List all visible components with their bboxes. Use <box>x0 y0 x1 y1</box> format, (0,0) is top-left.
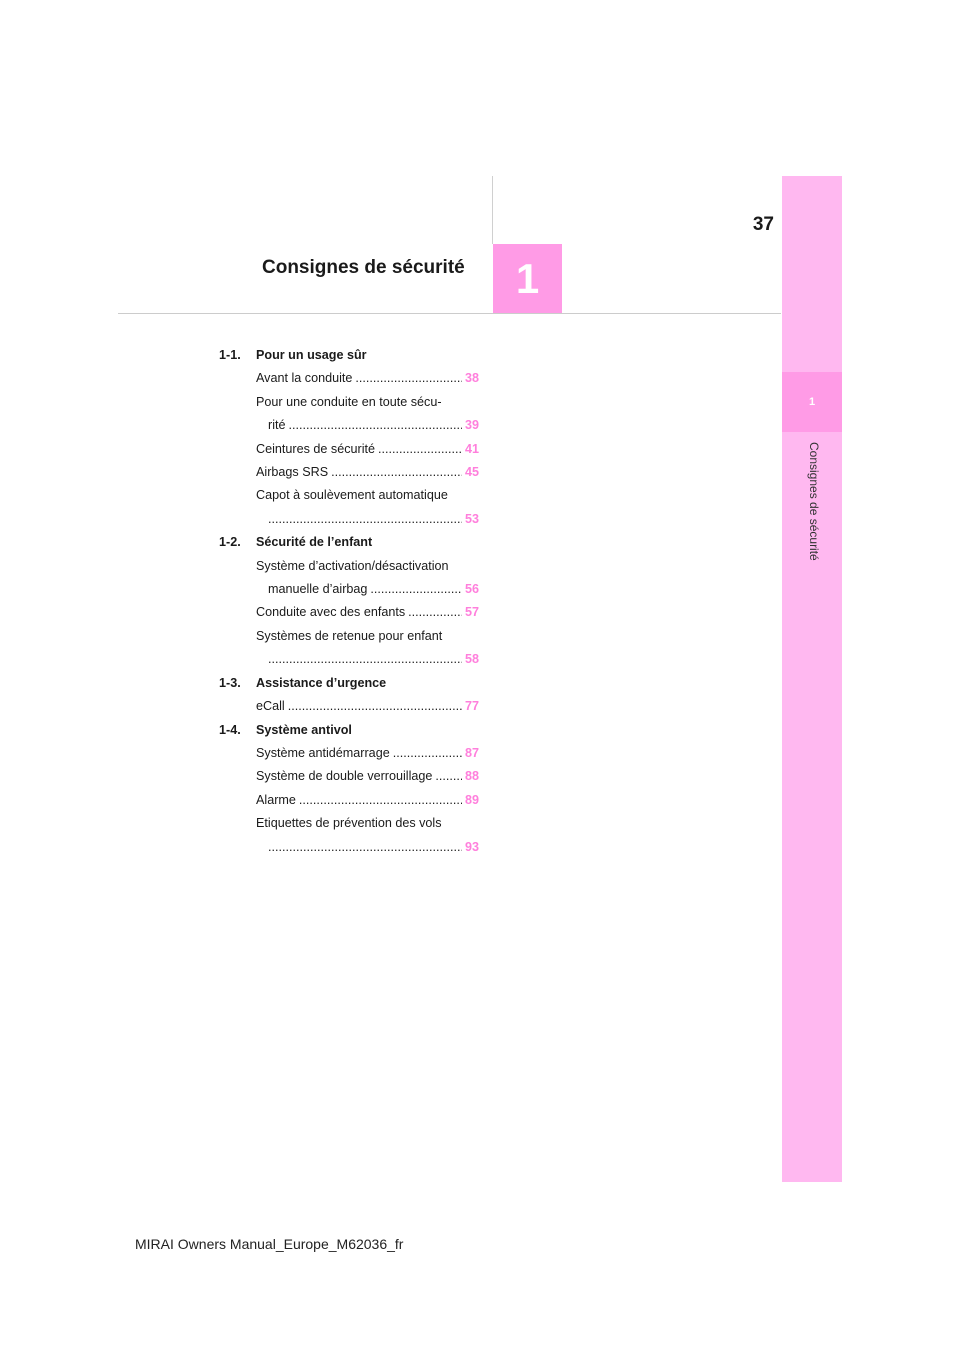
toc-entry[interactable] <box>256 742 479 765</box>
toc-entry-label: Alarme <box>256 792 296 807</box>
toc-section-number: 1-3. <box>219 675 241 690</box>
toc-entry-label: Avant la conduite <box>256 371 353 386</box>
table-of-contents <box>219 344 479 859</box>
toc-leader-dots <box>393 742 462 765</box>
toc-entry[interactable] <box>256 391 479 438</box>
toc-entry-line <box>256 508 479 531</box>
toc-page-link[interactable]: 56 <box>464 582 479 597</box>
toc-entry[interactable] <box>256 812 479 859</box>
header-rule <box>118 313 781 314</box>
toc-entry-line <box>256 648 479 671</box>
toc-entry[interactable] <box>256 461 479 484</box>
toc-leader-dots <box>355 367 462 390</box>
toc-section-heading <box>219 719 479 742</box>
header-divider <box>492 176 493 244</box>
toc-entry-label: Système antidémarrage <box>256 745 390 760</box>
toc-entry-label: rité <box>268 418 286 433</box>
toc-leader-dots <box>299 789 462 812</box>
toc-entry-line <box>256 367 479 390</box>
toc-section-number: 1-4. <box>219 722 241 737</box>
toc-page-link[interactable]: 77 <box>464 699 479 714</box>
toc-section-title: Sécurité de l’enfant <box>256 535 373 550</box>
side-tab-label: Consignes de sécurité <box>807 442 821 561</box>
toc-section-heading <box>219 344 479 367</box>
side-tab <box>782 176 842 1182</box>
toc-entry-line <box>256 461 479 484</box>
toc-entry-line <box>256 812 479 835</box>
toc-section-number: 1-2. <box>219 535 241 550</box>
toc-page-link[interactable]: 88 <box>464 769 479 784</box>
toc-leader-dots <box>268 836 462 859</box>
toc-entry[interactable] <box>256 484 479 531</box>
chapter-number-box: 1 <box>493 244 562 313</box>
toc-entry-label: Système de double verrouillage <box>256 769 433 784</box>
toc-entry-line <box>256 438 479 461</box>
toc-entry-label: manuelle d’airbag <box>268 582 368 597</box>
toc-page-link[interactable]: 58 <box>464 652 479 667</box>
toc-page-link[interactable]: 45 <box>464 465 479 480</box>
toc-entry-label: Airbags SRS <box>256 465 329 480</box>
toc-page-link[interactable]: 89 <box>464 792 479 807</box>
toc-leader-dots <box>268 648 462 671</box>
toc-entry-label: Ceintures de sécurité <box>256 441 376 456</box>
toc-section-heading <box>219 672 479 695</box>
toc-entry[interactable] <box>256 695 479 718</box>
toc-leader-dots <box>331 461 462 484</box>
toc-leader-dots <box>408 601 462 624</box>
toc-entry-label: Pour une conduite en toute sécu- <box>256 394 442 409</box>
side-tab-number[interactable]: 1 <box>782 372 842 432</box>
toc-leader-dots <box>268 508 462 531</box>
toc-entry-line <box>256 742 479 765</box>
toc-entry-line <box>256 625 479 648</box>
toc-page-link[interactable]: 87 <box>464 745 479 760</box>
toc-page-link[interactable]: 53 <box>464 511 479 526</box>
toc-section-heading <box>219 531 479 554</box>
toc-entry[interactable] <box>256 601 479 624</box>
toc-entry[interactable] <box>256 625 479 672</box>
toc-entry-line <box>256 391 479 414</box>
toc-page-link[interactable]: 39 <box>464 418 479 433</box>
toc-entry[interactable] <box>256 555 479 602</box>
toc-entry-line <box>256 578 479 601</box>
toc-page-link[interactable]: 38 <box>464 371 479 386</box>
chapter-title: Consignes de sécurité <box>262 257 465 278</box>
toc-entry[interactable] <box>256 789 479 812</box>
toc-entry-label: Système d’activation/désactivation <box>256 558 449 573</box>
toc-entry-line <box>256 695 479 718</box>
toc-entry-line <box>256 601 479 624</box>
toc-entry-line <box>256 789 479 812</box>
footer-text: MIRAI Owners Manual_Europe_M62036_fr <box>135 1236 404 1252</box>
toc-entry-line <box>256 555 479 578</box>
toc-section-number: 1-1. <box>219 348 241 362</box>
toc-entry-label: Systèmes de retenue pour enfant <box>256 628 443 643</box>
toc-section-title: Assistance d’urgence <box>256 675 387 690</box>
toc-section-title: Système antivol <box>256 722 352 737</box>
toc-entry-line <box>256 414 479 437</box>
toc-entry[interactable] <box>256 438 479 461</box>
toc-entry-label: Conduite avec des enfants <box>256 605 406 620</box>
toc-leader-dots <box>288 695 462 718</box>
toc-entry[interactable] <box>256 765 479 788</box>
toc-entry-line <box>256 836 479 859</box>
page-number: 37 <box>752 214 774 235</box>
toc-page-link[interactable]: 93 <box>464 839 479 854</box>
toc-entry-label: Capot à soulèvement automatique <box>256 488 448 503</box>
toc-entry-label: eCall <box>256 699 285 714</box>
toc-page-link[interactable]: 41 <box>464 441 479 456</box>
toc-leader-dots <box>370 578 462 601</box>
toc-entry-label: Etiquettes de prévention des vols <box>256 816 442 831</box>
toc-entry[interactable] <box>256 367 479 390</box>
toc-leader-dots <box>435 765 462 788</box>
toc-entry-line <box>256 484 479 507</box>
toc-page-link[interactable]: 57 <box>464 605 479 620</box>
toc-entry-line <box>256 765 479 788</box>
toc-section-title: Pour un usage sûr <box>256 348 367 362</box>
toc-leader-dots <box>378 438 462 461</box>
toc-leader-dots <box>289 414 462 437</box>
